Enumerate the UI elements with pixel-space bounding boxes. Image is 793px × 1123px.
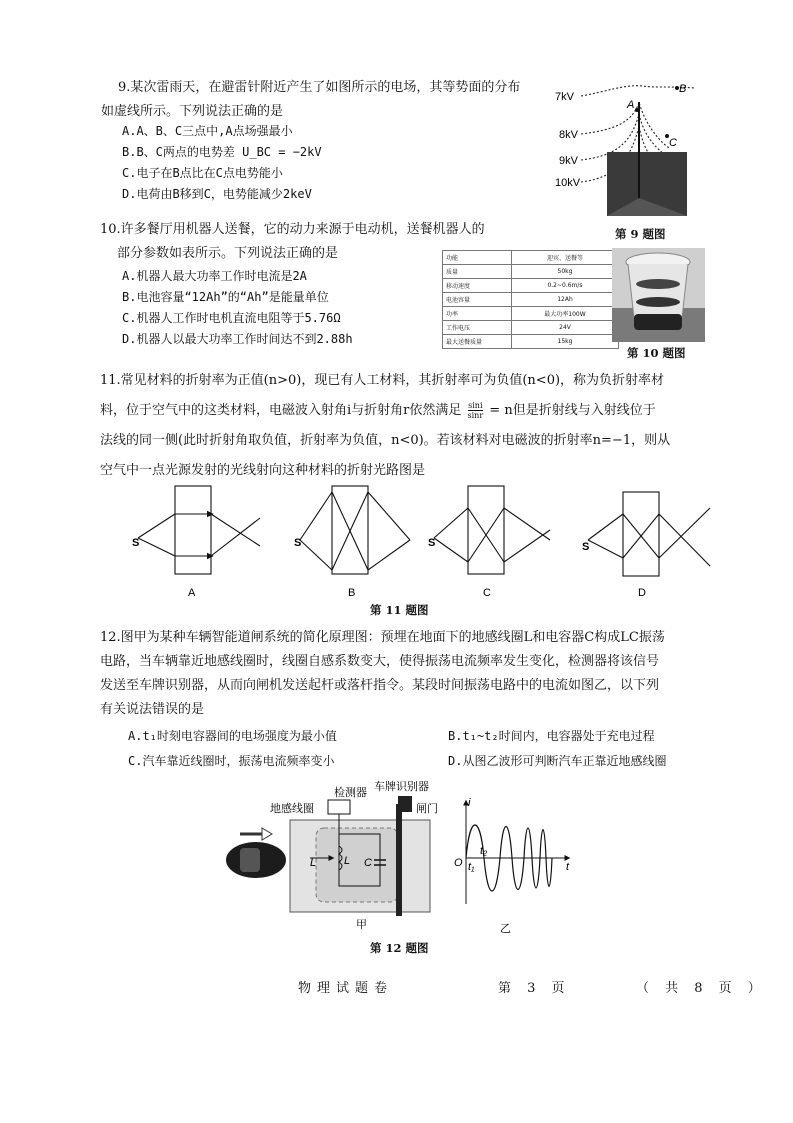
q9-figure [555, 78, 715, 223]
q11-line1: 11.常见材料的折射率为正值(n>0)，现已有人工材料，其折射率可为负值(n<0)，称为负折射率材 [100, 373, 665, 388]
label-c: C [364, 857, 372, 869]
diagram-b [300, 486, 410, 574]
table-cell: 24V [512, 321, 619, 335]
option-label-d: D [638, 587, 646, 599]
table-cell: 工作电压 [443, 321, 512, 335]
q12-line3: 发送至车牌识别器，从而向闸机发送起杆或落杆指令。某段时间振荡电路中的电流如图乙，以下列 [100, 678, 660, 693]
q12-option-c: C.汽车靠近线圈时，振荡电流频率变小 [128, 754, 335, 768]
label-10kv: 10kV [555, 177, 581, 189]
footer-subject: 物理试题卷 [298, 981, 394, 996]
label-coil: 地感线圈 [270, 803, 314, 815]
q9-option-d: D.电荷由B移到C，电势能减少2keV [122, 187, 312, 201]
source-label-c: S [428, 537, 436, 549]
source-label-d: S [582, 541, 590, 553]
fraction-denominator: sinr [467, 411, 484, 420]
q11-line4: 空气中一点光源发射的光线射向这种材料的折射光路图是 [100, 463, 426, 478]
diagram-c [434, 486, 550, 574]
table-cell: 15kg [512, 335, 619, 349]
q9-options [122, 121, 322, 205]
table-row [443, 307, 619, 321]
q12-option-a: A.t₁时刻电容器间的电场强度为最小值 [128, 729, 337, 743]
q12-figure-yi [448, 794, 578, 934]
q11-caption: 第 11 题图 [370, 603, 429, 617]
footer-page: 第 3 页 [498, 981, 571, 996]
fraction-numerator: sini [468, 401, 483, 410]
table-cell: 功能 [443, 251, 512, 265]
q10-line1: 10.许多餐厅用机器人送餐，它的动力来源于电动机，送餐机器人的 [100, 222, 485, 237]
table-cell: 移动速度 [443, 279, 512, 293]
q10-caption: 第 10 题图 [627, 346, 686, 360]
label-t1: t₁ [468, 861, 475, 873]
q10-options [122, 266, 353, 350]
table-cell: 电池容量 [443, 293, 512, 307]
q9-option-a: A.A、B、C三点中,A点场强最小 [122, 124, 293, 138]
plate-reader-box [398, 796, 412, 812]
table-cell: 0.2~0.6m/s [512, 279, 619, 293]
table-cell: 质量 [443, 265, 512, 279]
label-point-b: B [679, 83, 687, 95]
point-a-dot [635, 108, 639, 112]
q12-line2: 电路，当车辆靠近地感线圈时，线圈自感系数变大，使得振荡电流频率发生变化，检测器将该信号 [100, 654, 660, 669]
label-axis-t: t [566, 861, 570, 873]
table-cell: 50kg [512, 265, 619, 279]
source-label-b: S [294, 537, 302, 549]
q11-line3: 法线的同一侧(此时折射角取负值，折射率为负值，n<0)。若该材料对电磁波的折射率n=−1，则从 [100, 433, 671, 448]
label-7kv: 7kV [555, 91, 574, 103]
table-row [443, 335, 619, 349]
gate-arm [396, 804, 402, 916]
q12-caption: 第 12 题图 [370, 941, 429, 955]
table-row [443, 279, 619, 293]
table-row [443, 251, 619, 265]
q11-line2-before: 料，位于空气中的这类材料，电磁波入射角i与折射角r依然满足 [100, 403, 462, 418]
option-label-c: C [483, 587, 491, 599]
q11-line2 [100, 396, 720, 426]
q9-caption: 第 9 题图 [615, 227, 666, 241]
q12-figure-jia [220, 776, 440, 936]
q12-option-d: D.从图乙波形可判断汽车正靠近地感线圈 [448, 754, 667, 768]
table-row [443, 265, 619, 279]
detector-box [328, 800, 350, 814]
q12-stem [100, 626, 720, 722]
q9-option-b: B.B、C两点的电势差 U_BC = −2kV [122, 145, 322, 159]
table-row [443, 321, 619, 335]
q12-option-b: B.t₁~t₂时间内，电容器处于充电过程 [448, 729, 655, 743]
label-l-outer: L [310, 857, 317, 869]
q11-line2-after: = n但是折射线与入射线位于 [489, 403, 656, 418]
q10-option-b: B.电池容量“12Ah”的“Ah”是能量单位 [122, 290, 329, 304]
label-plate-reader: 车牌识别器 [374, 781, 429, 793]
option-label-b: B [348, 587, 356, 599]
source-label-a: S [132, 537, 140, 549]
diagram-d [588, 492, 710, 576]
q9-line2: 如虚线所示。下列说法正确的是 [101, 104, 284, 119]
q10-robot-photo [612, 248, 705, 342]
label-t2: t₂ [480, 845, 488, 857]
q10-option-a: A.机器人最大功率工作时电流是2A [122, 269, 307, 283]
table-cell: 最大送餐质量 [443, 335, 512, 349]
table-cell: 功率 [443, 307, 512, 321]
table-cell: 迎宾、送餐等 [512, 251, 619, 265]
label-9kv: 9kV [559, 155, 578, 167]
label-8kv: 8kV [559, 129, 578, 141]
table-cell: 最大功率100W [512, 307, 619, 321]
label-l-inner: L [344, 855, 351, 867]
q10-line2: 部分参数如表所示。下列说法正确的是 [117, 246, 339, 261]
label-origin: O [454, 857, 463, 869]
option-label-a: A [188, 587, 196, 599]
q10-option-d: D.机器人以最大功率工作时间达不到2.88h [122, 332, 353, 346]
snell-fraction [468, 401, 484, 420]
q9-stem [101, 76, 558, 124]
table-row [443, 293, 619, 307]
q9-option-c: C.电子在B点比在C点电势能小 [122, 166, 283, 180]
label-gate: 闸门 [416, 803, 438, 815]
diagram-a [138, 486, 260, 574]
label-jia: 甲 [356, 919, 367, 931]
q10-option-c: C.机器人工作时电机直流电阻等于5.76Ω [122, 311, 341, 325]
q11-ray-diagrams [120, 478, 740, 618]
footer-total: （ 共 8 页 ） [636, 981, 767, 996]
table-cell: 12Ah [512, 293, 619, 307]
q12-options [128, 726, 708, 772]
label-axis-i: i [468, 797, 471, 809]
q12-line4: 有关说法错误的是 [100, 702, 205, 717]
q11-stem [100, 366, 720, 486]
q12-line1: 12.图甲为某种车辆智能道闸系统的简化原理图：预埋在地面下的地感线圈L和电容器C构成LC振荡 [100, 630, 665, 645]
label-point-c: C [669, 137, 677, 149]
q9-line1: 9.某次雷雨天，在避雷针附近产生了如图所示的电场，其等势面的分布 [118, 80, 521, 95]
label-detector: 检测器 [334, 787, 367, 799]
label-point-a: A [627, 99, 635, 111]
label-yi: 乙 [500, 923, 511, 934]
q10-parameter-table [442, 250, 619, 349]
